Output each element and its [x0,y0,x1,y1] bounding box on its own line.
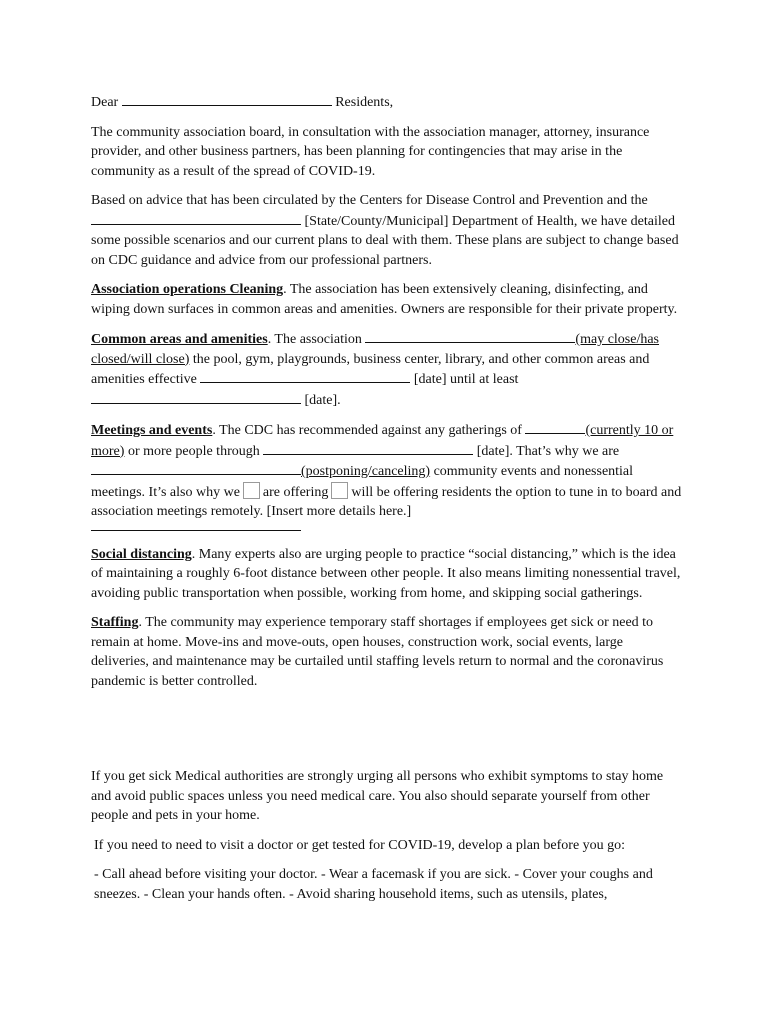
will-be-offering-checkbox[interactable] [331,482,348,499]
staffing-text: . The community may experience temporary staff shortages if employees get sick or need to remain at home. Move-ins and move-outs, open houses, construction work, social events, large deliveries, and maintenance may be curtailed until staffing levels return to normal and the coronavirus pandemic is better controlled. [91,615,664,689]
if-sick-paragraph: If you get sick Medical authorities are strongly urging all persons who exhibit symptoms to stay home and avoid public spaces unless you need medical care. You also should separate yourself from other people and pets in your home. [91,769,664,823]
event-action-options: (postponing/canceling) [301,464,431,479]
common-areas-heading: Common areas and amenities [91,332,268,347]
event-action-blank[interactable] [91,461,301,475]
meetings-text-5: are offering [262,484,329,500]
are-offering-checkbox[interactable] [243,482,260,499]
community-name-blank[interactable] [122,92,332,106]
common-areas-text-2: the pool, gym, playgrounds, business center, library, and other common areas and amenities effective [91,351,650,387]
gathering-size-blank[interactable] [525,420,585,434]
cleaning-text: . The association has been extensively cleaning, disinfecting, and wiping down surfaces in common areas and amenities. Owners are responsible for their private property. [91,282,678,317]
intro-paragraph: The community association board, in consultation with the association manager, attorney, insurance provider, and other business partners, has been planning for contingencies that may arise in the community as a result of the spread of COVID-19. [91,124,650,179]
meetings-text-1: . The CDC has recommended against any gatherings of [212,423,522,438]
doctor-visit-paragraph: If you need to need to visit a doctor or get tested for COVID-19, develop a plan before you go: [94,837,626,853]
common-areas-text-4: [date]. [304,392,341,408]
closure-status-blank[interactable] [365,329,575,343]
salutation-residents: Residents, [335,95,394,110]
social-distancing-heading: Social distancing [91,546,192,562]
meetings-heading: Meetings and events [91,423,213,438]
meetings-text-2: or more people through [124,443,260,459]
letter-body [91,92,683,904]
staffing-heading: Staffing [91,615,139,630]
meetings-text-3: [date]. That’s why we are [476,443,620,459]
effective-date-blank[interactable] [200,369,410,383]
meetings-text-4: community events and nonessential meetings. It’s also why we [91,464,634,500]
meetings-text-6: will be offering residents the option to tune in to board and association meetings remotely. [Insert more details here.] [91,484,682,519]
advice-paragraph [91,191,683,270]
gathering-count-note: (currently 10 or more) [91,423,674,459]
common-areas-paragraph [91,329,683,410]
common-areas-text-1: . The association [267,332,362,347]
common-areas-text-3: [date] until at least [413,372,519,387]
cleaning-paragraph [91,280,683,319]
social-distancing-paragraph [91,545,683,604]
staffing-paragraph [91,613,683,691]
health-department-blank[interactable] [91,211,301,225]
closure-options: (may close/has closed/will close) [91,332,660,367]
salutation [91,92,683,113]
tips-paragraph: - Call ahead before visiting your doctor. - Wear a facemask if you are sick. - Cover your coughs and sneezes. - Clean your hands often. - Avoid sharing household items, such as utensils, plates, [94,867,653,902]
salutation-dear: Dear [91,95,119,110]
meetings-paragraph [91,420,683,522]
social-distancing-text: . Many experts also are urging people to practice “social distancing,” which is the idea of maintaining a roughly 6-foot distance between other people. It also means limiting nonessential travel, avoiding public transportation when possible, working from home, and skipping social gatherings. [91,546,681,601]
until-date-blank[interactable] [91,390,301,404]
cleaning-heading: Association operations Cleaning [91,282,284,297]
advice-text-1: Based on advice that has been circulated by the Centers for Disease Control and Prevention and the [91,193,648,208]
through-date-blank[interactable] [263,441,473,455]
advice-text-2: [State/County/Municipal] Department of Health, we have detailed some possible scenarios and our current plans to deal with them. These plans are subject to change based on CDC guidance and advice from our professional partners. [91,213,679,268]
